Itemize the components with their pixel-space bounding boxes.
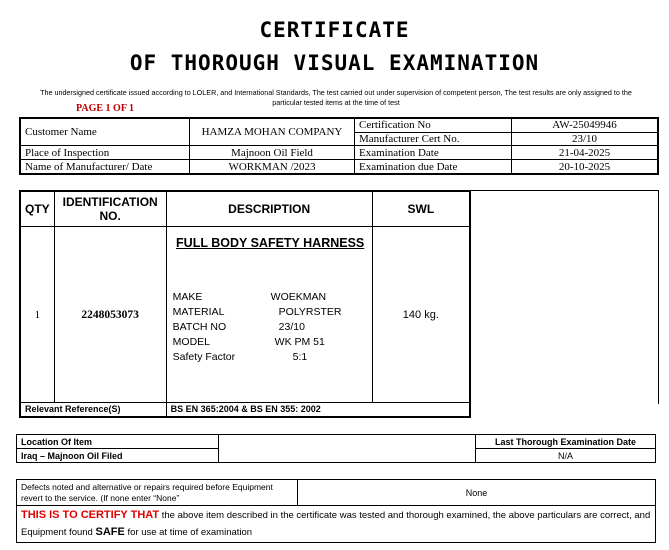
safe-word: SAFE — [95, 526, 125, 538]
manufacturer-label: Name of Manufacturer/ Date — [20, 160, 190, 174]
defects-label: Defects noted and alternative or repairs required before Equipment revert to the service. (If none enter “None” — [17, 480, 298, 506]
certify-red-text: THIS IS TO CERTIFY THAT — [21, 509, 160, 521]
manufacturer: WORKMAN /2023 — [190, 160, 355, 174]
description-cell — [166, 227, 372, 403]
certify-statement: THIS IS TO CERTIFY THAT the above item described in the certificate was tested and thorough examined, the above particulars are correct, and Equipment found SAFE for use at time of examination — [17, 506, 656, 543]
location-value: Iraq – Majnoon Oil Filed — [17, 449, 219, 463]
place: Majnoon Oil Field — [190, 146, 355, 160]
exam-date: 21-04-2025 — [512, 146, 659, 160]
intro-text: The undersigned certificate issued according to LOLER, and International Standards, The test carried out under supervision of competent person, The test results are only assigned to the particular tested items at the time of test — [40, 88, 632, 107]
description-title: FULL BODY SAFETY HARNESS — [176, 236, 365, 250]
page-label: PAGE 1 OF 1 — [76, 103, 135, 114]
spec-make: MAKE WOEKMAN — [172, 291, 327, 303]
customer-name: HAMZA MOHAN COMPANY — [190, 118, 355, 146]
spec-list — [173, 290, 368, 365]
location-table — [16, 434, 656, 463]
customer-name-label: Customer Name — [20, 118, 190, 146]
certificate-subtitle: OF THOROUGH VISUAL EXAMINATION — [129, 51, 540, 75]
spec-model: MODEL WK PM 51 — [172, 336, 325, 348]
info-table — [19, 117, 659, 175]
spec-material: MATERIAL POLYRSTER — [172, 306, 342, 318]
qty-header: QTY — [20, 191, 54, 227]
spec-batch-no: BATCH NO 23/10 — [172, 321, 305, 333]
certification-no: AW-25049946 — [512, 118, 659, 132]
certification-no-label: Certification No — [355, 118, 512, 132]
swl-cell: 140 kg. — [372, 227, 470, 403]
location-blank — [219, 435, 476, 463]
due-date: 20-10-2025 — [512, 160, 659, 174]
blank-panel — [471, 190, 659, 404]
spec-safety-factor: Safety Factor 5:1 — [172, 351, 308, 363]
due-date-label: Examination due Date — [355, 160, 512, 174]
location-label: Location Of Item — [17, 435, 219, 449]
defects-table — [16, 479, 656, 543]
reference-value: BS EN 365:2004 & BS EN 355: 2002 — [166, 403, 470, 417]
last-exam-value: N/A — [476, 449, 656, 463]
exam-date-label: Examination Date — [355, 146, 512, 160]
manufacturer-cert-label: Manufacturer Cert No. — [355, 132, 512, 146]
qty-cell: 1 — [20, 227, 54, 403]
identification-header: IDENTIFICATION NO. — [54, 191, 166, 227]
swl-header: SWL — [372, 191, 470, 227]
reference-label: Relevant Reference(S) — [20, 403, 166, 417]
items-table — [19, 190, 471, 418]
last-exam-label: Last Thorough Examination Date — [476, 435, 656, 449]
certificate-title: CERTIFICATE — [259, 18, 410, 42]
place-label: Place of Inspection — [20, 146, 190, 160]
manufacturer-cert: 23/10 — [512, 132, 659, 146]
identification-cell: 2248053073 — [54, 227, 166, 403]
defects-value: None — [298, 480, 656, 506]
description-header: DESCRIPTION — [166, 191, 372, 227]
